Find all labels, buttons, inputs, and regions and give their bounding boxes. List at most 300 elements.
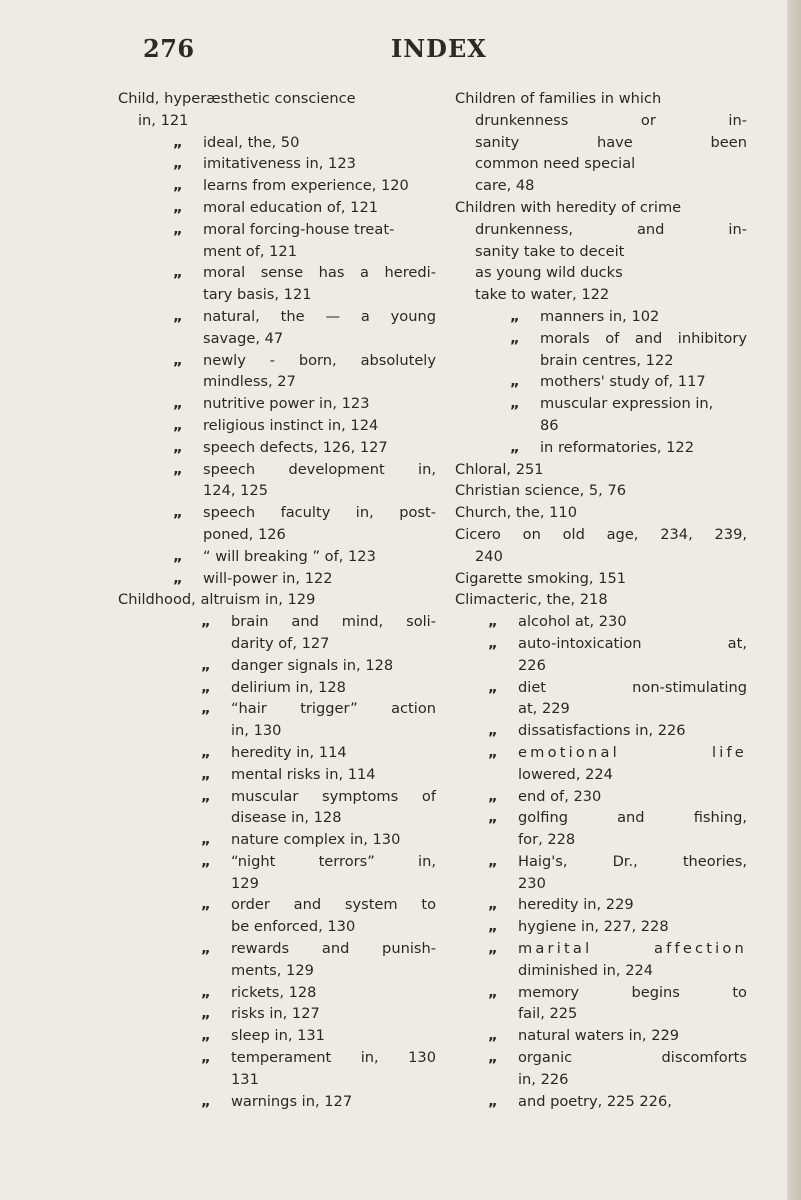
index-entry-line [455,197,747,219]
index-entry-line [455,633,747,655]
index-entry-continuation [118,960,436,982]
ditto-mark: „ [173,133,183,151]
index-entry [118,153,436,175]
ditto-mark: „ [488,613,498,631]
ditto-mark: „ [173,264,183,282]
index-column-right [455,88,747,1112]
index-entry [118,88,436,132]
index-entry-line [118,175,436,197]
index-entry-text: Child, hyperæsthetic conscience [118,90,356,107]
index-entry-text: memory begins to [518,983,747,1001]
ditto-mark: „ [173,177,183,195]
index-entry [118,568,436,590]
index-entry-line [455,306,747,328]
index-entry-continuation [455,262,747,284]
index-entry-text: mental risks in, 114 [231,765,376,783]
index-entry-text: alcohol at, 230 [518,613,627,631]
ditto-mark: „ [173,569,183,587]
index-entry-text: 129 [231,874,259,892]
index-entry-text: golfing and fishing, [518,809,747,827]
index-entry-text: brain and mind, soli- [231,613,436,631]
index-entry-line [118,1003,436,1025]
index-entry [118,764,436,786]
ditto-mark: „ [488,852,498,870]
index-entry-continuation [455,153,747,175]
index-entry-text: warnings in, 127 [231,1092,353,1110]
index-entry-text: imitativeness in, 123 [203,155,356,173]
index-entry-line [455,786,747,808]
ditto-mark: „ [173,438,183,456]
index-entry-text: rickets, 128 [231,983,317,1001]
ditto-mark: „ [488,1027,498,1045]
index-entry-text: mothers' study of, 117 [540,373,706,391]
index-entry [455,568,747,590]
index-entry-text: nutritive power in, 123 [203,395,370,413]
index-entry-text: emotional life [518,743,747,761]
index-entry-continuation [118,371,436,393]
index-entry-line [118,786,436,808]
index-entry-text: brain centres, 122 [540,351,674,369]
index-entry-continuation [118,480,436,502]
index-entry-text: speech defects, 126, 127 [203,438,388,456]
index-entry-line [455,982,747,1004]
index-entry [455,611,747,633]
ditto-mark: „ [201,743,211,761]
index-entry-line [118,415,436,437]
ditto-mark: „ [201,613,211,631]
ditto-mark: „ [488,722,498,740]
index-entry-line [118,677,436,699]
index-entry [118,306,436,350]
ditto-mark: „ [510,307,520,325]
index-entry-line [118,655,436,677]
index-entry [455,807,747,851]
index-entry [118,350,436,394]
index-entry-line [118,938,436,960]
index-entry-continuation [455,764,747,786]
index-entry-continuation [118,807,436,829]
ditto-mark: „ [173,504,183,522]
ditto-mark: „ [488,983,498,1001]
index-entry-line [455,502,747,524]
index-entry-line [455,1025,747,1047]
index-entry-text: marital affection [518,940,747,958]
index-entry-line [118,611,436,633]
index-entry-text: newly - born, absolutely [203,351,436,369]
index-entry-line [455,437,747,459]
index-entry [455,197,747,306]
index-entry-line [455,589,747,611]
index-entry-text: natural, the — a young [203,307,436,325]
ditto-mark: „ [488,1049,498,1067]
index-entry-text: end of, 230 [518,787,602,805]
index-entry-text: “ will breaking ” of, 123 [203,547,376,565]
ditto-mark: „ [201,831,211,849]
index-entry [118,415,436,437]
index-entry-line [118,306,436,328]
index-entry [118,1003,436,1025]
ditto-mark: „ [201,1027,211,1045]
index-entry [118,175,436,197]
index-entry [455,459,747,481]
ditto-mark: „ [173,547,183,565]
index-entry-line [118,153,436,175]
index-entry [455,1025,747,1047]
index-entry-line [118,829,436,851]
index-entry-line [455,1091,747,1113]
index-entry [455,916,747,938]
index-entry-text: care, 48 [475,177,535,195]
index-entry-text: 226 [518,656,546,674]
index-entry [118,611,436,655]
index-entry-continuation [455,873,747,895]
index-entry-line [118,851,436,873]
ditto-mark: „ [201,700,211,718]
index-entry-text: “night terrors” in, [231,852,436,870]
index-entry-text: ments, 129 [231,961,314,979]
index-entry-line [118,502,436,524]
ditto-mark: „ [201,656,211,674]
index-entry [455,589,747,611]
running-head-title: INDEX [391,34,487,63]
index-entry [118,589,436,611]
index-entry-line [118,1047,436,1069]
index-entry [118,655,436,677]
index-entry-text: risks in, 127 [231,1005,320,1023]
index-entry-text: in, 226 [518,1070,569,1088]
index-entry-text: hygiene in, 227, 228 [518,918,669,936]
index-entry-text: take to water, 122 [475,286,610,304]
index-entry-line [455,459,747,481]
index-entry-text: 124, 125 [203,482,268,500]
index-entry-text: danger signals in, 128 [231,656,394,674]
index-entry [118,677,436,699]
index-entry-line [118,132,436,154]
index-entry-line [118,459,436,481]
ditto-mark: „ [173,198,183,216]
ditto-mark: „ [201,852,211,870]
index-entry-text: Children with heredity of crime [455,198,682,216]
index-entry-continuation [455,546,747,568]
ditto-mark: „ [201,787,211,805]
index-entry-text: for, 228 [518,831,576,849]
index-entry [455,306,747,328]
index-entry-continuation [118,1069,436,1091]
index-column-left [118,88,436,1112]
index-entry-text: lowered, 224 [518,765,613,783]
index-entry-text: speech development in, [203,460,436,478]
index-entry-text: sanity have been [475,133,747,151]
index-entry-text: moral sense has a heredi- [203,264,436,282]
index-entry-continuation [118,284,436,306]
index-entry-continuation [118,524,436,546]
ditto-mark: „ [510,373,520,391]
index-entry-line [118,894,436,916]
ditto-mark: „ [173,220,183,238]
index-entry [118,1047,436,1091]
index-entry [118,502,436,546]
index-entry [455,371,747,393]
index-entry-text: drunkenness or in- [475,111,747,129]
index-entry-text: mindless, 27 [203,373,296,391]
index-entry-continuation [455,655,747,677]
index-entry [118,1091,436,1113]
index-entry-continuation [118,916,436,938]
index-entry-text: darity of, 127 [231,634,330,652]
index-entry [118,982,436,1004]
index-entry-continuation [455,415,747,437]
ditto-mark: „ [488,634,498,652]
index-entry-line [118,262,436,284]
ditto-mark: „ [173,307,183,325]
index-entry-continuation [455,1069,747,1091]
index-entry-continuation [455,110,747,132]
index-entry [455,502,747,524]
index-entry-text: in reformatories, 122 [540,438,694,456]
index-entry [118,829,436,851]
ditto-mark: „ [201,678,211,696]
index-entry [118,546,436,568]
index-entry-text: Climacteric, the, 218 [455,591,608,609]
index-entry-text: muscular symptoms of [231,787,436,805]
index-entry-line [118,1091,436,1113]
ditto-mark: „ [173,416,183,434]
index-entry [455,786,747,808]
ditto-mark: „ [173,351,183,369]
index-entry-line [455,524,747,546]
index-entry [118,851,436,895]
index-entry-text: “hair trigger” action [231,700,436,718]
index-entry-line [455,807,747,829]
index-entry [118,437,436,459]
index-entry-text: heredity in, 114 [231,743,347,761]
index-entry-line [455,894,747,916]
ditto-mark: „ [201,983,211,1001]
index-entry-line [118,742,436,764]
ditto-mark: „ [173,395,183,413]
index-entry-text: muscular expression in, [540,395,714,413]
index-entry-line [455,1047,747,1069]
index-entry-text: Childhood, altruism in, 129 [118,591,316,609]
ditto-mark: „ [510,395,520,413]
index-entry-continuation [455,829,747,851]
index-entry-line [455,88,747,110]
ditto-mark: „ [488,918,498,936]
index-entry-text: 240 [475,547,503,565]
index-entry [455,633,747,677]
index-entry-text: as young wild ducks [475,264,623,282]
ditto-mark: „ [510,438,520,456]
index-entry-continuation [118,720,436,742]
index-entry-text: ideal, the, 50 [203,133,300,151]
index-entry [455,1047,747,1091]
index-entry [118,786,436,830]
index-entry-text: 230 [518,874,546,892]
ditto-mark: „ [488,896,498,914]
index-entry-text: 86 [540,416,559,434]
index-entry-line [118,982,436,1004]
index-entry-text: savage, 47 [203,329,284,347]
index-entry [455,480,747,502]
index-entry-text: Church, the, 110 [455,504,578,522]
index-entry-text: common need special [475,155,636,173]
index-entry-continuation [118,241,436,263]
index-entry [455,938,747,982]
index-entry-line [455,393,747,415]
index-entry-continuation [455,698,747,720]
index-entry-text: Children of families in which [455,90,662,107]
index-entry [118,393,436,415]
index-entry-line [118,219,436,241]
index-entry [455,851,747,895]
index-entry-text: in, 130 [231,722,282,740]
index-entry-text: 131 [231,1070,259,1088]
index-entry-text: at, 229 [518,700,570,718]
ditto-mark: „ [201,896,211,914]
ditto-mark: „ [488,1092,498,1110]
page-header [0,34,801,70]
index-entry-continuation [118,633,436,655]
index-entry-line [118,568,436,590]
index-entry [118,938,436,982]
ditto-mark: „ [173,155,183,173]
index-entry-text: be enforced, 130 [231,918,356,936]
index-entry-line [118,546,436,568]
ditto-mark: „ [488,678,498,696]
index-entry-continuation [118,873,436,895]
page-number: 276 [143,34,195,63]
ditto-mark: „ [201,1092,211,1110]
index-entry-text: sanity take to deceit [475,242,625,260]
index-entry-text: morals of and inhibitory [540,329,747,347]
index-entry-line [118,764,436,786]
index-entry [455,894,747,916]
index-entry-line [455,720,747,742]
index-entry-text: temperament in, 130 [231,1049,436,1067]
index-entry-text: tary basis, 121 [203,286,312,304]
index-entry-text: diminished in, 224 [518,961,654,979]
index-entry-text: manners in, 102 [540,307,660,325]
index-entry [455,982,747,1026]
ditto-mark: „ [488,743,501,761]
index-entry-line [118,437,436,459]
index-entry-text: moral education of, 121 [203,198,379,216]
index-entry-text: Haig's, Dr., theories, [518,852,747,870]
index-entry [118,219,436,263]
index-entry-continuation [118,110,436,132]
index-entry-continuation [455,241,747,263]
index-entry [118,197,436,219]
index-entry-text: and poetry, 225 226, [518,1092,672,1110]
index-entry-text: religious instinct in, 124 [203,416,379,434]
ditto-mark: „ [510,329,520,347]
index-entry-text: Cicero on old age, 234, 239, [455,525,747,543]
index-entry-line [455,568,747,590]
index-entry-text: disease in, 128 [231,809,342,827]
ditto-mark: „ [201,1005,211,1023]
index-entry-line [118,350,436,372]
index-entry-line [118,1025,436,1047]
index-entry-text: delirium in, 128 [231,678,346,696]
index-entry-text: heredity in, 229 [518,896,634,914]
index-entry [118,132,436,154]
index-entry-text: in, 121 [138,111,189,129]
index-entry-text: order and system to [231,896,436,914]
index-entry-line [118,88,436,110]
index-entry-text: speech faculty in, post- [203,504,436,522]
index-entry-line [455,916,747,938]
ditto-mark: „ [488,787,498,805]
index-entry [118,742,436,764]
index-entry [455,328,747,372]
index-entry-line [455,851,747,873]
index-entry-text: drunkenness, and in- [475,220,747,238]
index-entry [455,88,747,197]
index-entry-text: Chloral, 251 [455,460,544,478]
index-entry-text: Christian science, 5, 76 [455,482,627,500]
index-entry-text: Cigarette smoking, 151 [455,569,627,587]
index-entry-line [455,371,747,393]
index-entry [455,742,747,786]
index-entry [455,524,747,568]
index-entry-text: will-power in, 122 [203,569,333,587]
ditto-mark: „ [201,765,211,783]
index-entry-text: poned, 126 [203,525,286,543]
index-entry [455,677,747,721]
index-entry [455,720,747,742]
index-entry-continuation [455,284,747,306]
index-entry-continuation [455,219,747,241]
ditto-mark: „ [488,809,498,827]
ditto-mark: „ [201,1049,211,1067]
index-entry-text: rewards and punish- [231,940,436,958]
index-entry-line [118,197,436,219]
index-entry-continuation [455,175,747,197]
index-entry-text: nature complex in, 130 [231,831,401,849]
index-entry-continuation [455,960,747,982]
index-entry [118,262,436,306]
ditto-mark: „ [488,940,501,958]
index-entry-text: diet non-stimulating [518,678,747,696]
index-entry-continuation [455,350,747,372]
index-entry-line [118,698,436,720]
index-entry [455,393,747,437]
index-entry [118,894,436,938]
index-entry-line [455,677,747,699]
index-entry-continuation [118,328,436,350]
index-entry-text: auto-intoxication at, [518,634,747,652]
index-entry [118,698,436,742]
index-entry-text: moral forcing-house treat- [203,220,395,238]
index-entry-line [455,938,747,960]
index-entry [455,1091,747,1113]
index-entry-line [455,742,747,764]
index-entry [118,459,436,503]
index-entry-line [455,328,747,350]
ditto-mark: „ [201,940,211,958]
index-entry-line [118,589,436,611]
index-entry-text: ment of, 121 [203,242,298,260]
index-entry [118,1025,436,1047]
index-entry-text: learns from experience, 120 [203,177,409,195]
index-entry-line [455,480,747,502]
index-entry-continuation [455,1003,747,1025]
index-entry-text: organic discomforts [518,1049,747,1067]
page-edge [787,0,801,1200]
ditto-mark: „ [173,460,183,478]
index-entry-continuation [455,132,747,154]
index-entry-line [455,611,747,633]
